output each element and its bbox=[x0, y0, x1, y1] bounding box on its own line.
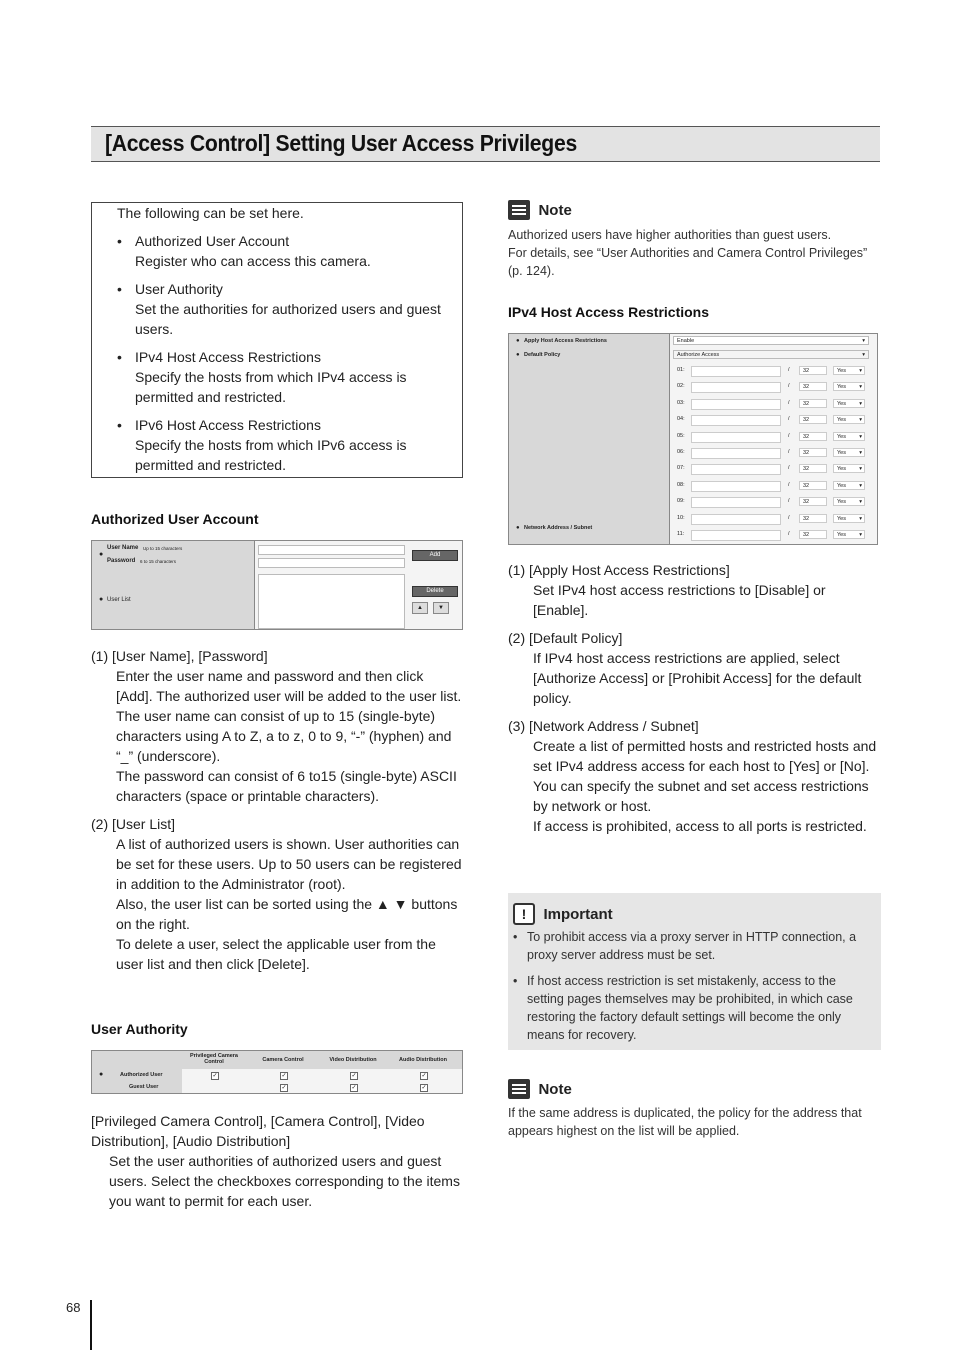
item-body bbox=[116, 666, 463, 806]
subnet-input[interactable]: 32 bbox=[799, 382, 827, 391]
note-header bbox=[508, 200, 572, 220]
checkbox[interactable]: ✓ bbox=[281, 1085, 287, 1091]
checkbox[interactable]: ✓ bbox=[351, 1085, 357, 1091]
chevron-down-icon: ▾ bbox=[859, 466, 862, 473]
subnet-input[interactable]: 32 bbox=[799, 366, 827, 375]
slash: / bbox=[788, 367, 790, 373]
policy-label: Default Policy bbox=[524, 352, 561, 358]
intro-box bbox=[91, 202, 463, 478]
item-paragraph: The password can consist of 6 to15 (single-byte) ASCII characters (space or printable characters). bbox=[116, 768, 457, 804]
ipv4-row bbox=[673, 381, 873, 393]
item-head: (3) [Network Address / Subnet] bbox=[508, 718, 699, 734]
auth-account-screenshot bbox=[91, 540, 463, 630]
policy-value: Authorize Access bbox=[677, 352, 720, 358]
user-authority-item bbox=[91, 1111, 463, 1211]
ipv4-screenshot bbox=[508, 333, 878, 545]
item-body: If IPv4 host access restrictions are applied, select [Authorize Access] or [Prohibit Access] for the default policy. bbox=[533, 650, 862, 706]
ipv4-row bbox=[673, 513, 873, 525]
subnet-input[interactable]: 32 bbox=[799, 399, 827, 408]
policy-select[interactable] bbox=[673, 350, 869, 359]
note-line: Authorized users have higher authorities than guest users. bbox=[508, 228, 832, 242]
item-body: Set IPv4 host access restrictions to [Disable] or [Enable]. bbox=[533, 582, 826, 618]
address-input[interactable] bbox=[691, 464, 781, 475]
chevron-down-icon: ▾ bbox=[859, 532, 862, 538]
important-item: • If host access restriction is set mistakenly, access to the setting pages themselves may be prohibited, in which case restoring the factory default settings will become the only means for recovery. bbox=[513, 974, 853, 1042]
access-select[interactable]: Yes ▾ bbox=[833, 514, 865, 523]
apply-select[interactable] bbox=[673, 336, 869, 345]
page-title-bar bbox=[91, 126, 880, 162]
ipv4-row bbox=[673, 496, 873, 508]
intro-item: • Authorized User Account Register who can access this camera. bbox=[117, 231, 457, 271]
col-camera-control: Camera Control bbox=[262, 1057, 304, 1063]
slash: / bbox=[788, 449, 790, 455]
item-paragraph: You can specify the subnet and set access restrictions by network or host. bbox=[533, 778, 869, 814]
row-number: 03: bbox=[677, 399, 685, 406]
chevron-down-icon: ▾ bbox=[862, 352, 865, 358]
subnet-input[interactable]: 32 bbox=[799, 497, 827, 506]
col-audio-distribution: Audio Distribution bbox=[399, 1057, 447, 1063]
section-heading-auth-account: Authorized User Account bbox=[91, 511, 259, 527]
intro-lead: The following can be set here. bbox=[117, 205, 304, 221]
address-input[interactable] bbox=[691, 399, 781, 410]
item-paragraph: A list of authorized users is shown. User authorities can be set for these users. Up to 50 users can be registered in addition to the Administrator (root). bbox=[116, 836, 462, 892]
subnet-input[interactable]: 32 bbox=[799, 530, 827, 539]
access-select[interactable]: Yes ▾ bbox=[833, 497, 865, 506]
chevron-down-icon: ▾ bbox=[859, 499, 862, 506]
address-input[interactable] bbox=[691, 382, 781, 393]
intro-item-desc: Set the authorities for authorized users and guest users. bbox=[135, 301, 441, 337]
slash: / bbox=[788, 432, 790, 439]
chevron-down-icon: ▾ bbox=[859, 450, 862, 456]
col-video-distribution: Video Distribution bbox=[329, 1057, 377, 1063]
item-paragraph: Create a list of permitted hosts and restricted hosts and set IPv4 address access for each host to [Yes] or [No]. bbox=[533, 738, 877, 774]
item-paragraph: If access is prohibited, access to all ports is restricted. bbox=[533, 818, 867, 834]
intro-item-head: Authorized User Account bbox=[135, 233, 290, 249]
important-list bbox=[513, 928, 873, 1044]
ipv4-row bbox=[673, 365, 873, 377]
access-select[interactable]: Yes ▾ bbox=[833, 415, 865, 424]
row-number: 04: bbox=[677, 416, 685, 423]
item-head: (1) [Apply Host Access Restrictions] bbox=[508, 562, 730, 578]
item-head: (2) [Default Policy] bbox=[508, 630, 623, 646]
row-number: 08: bbox=[677, 481, 685, 488]
user-name-input[interactable] bbox=[258, 545, 405, 555]
chevron-down-icon: ▾ bbox=[859, 384, 862, 391]
user-authority-screenshot bbox=[91, 1050, 463, 1094]
note-text: If the same address is duplicated, the policy for the address that appears highest on the list will be applied. bbox=[508, 1106, 862, 1138]
address-input[interactable] bbox=[691, 448, 781, 459]
user-name-label: User Name bbox=[107, 545, 139, 551]
info-icon: ● bbox=[516, 525, 520, 531]
add-button[interactable]: Add bbox=[412, 550, 458, 561]
ipv4-row bbox=[673, 398, 873, 410]
network-label: Network Address / Subnet bbox=[524, 525, 593, 531]
chevron-down-icon: ▾ bbox=[862, 338, 865, 344]
note-line: For details, see “User Authorities and Camera Control Privileges” (p. 124). bbox=[508, 246, 868, 278]
address-input[interactable] bbox=[691, 415, 781, 426]
ipv4-items bbox=[508, 560, 881, 836]
ipv4-row bbox=[673, 431, 873, 443]
address-input[interactable] bbox=[691, 481, 781, 492]
chevron-down-icon: ▾ bbox=[859, 417, 862, 424]
chevron-down-icon: ▾ bbox=[859, 433, 862, 440]
info-icon: ● bbox=[99, 1071, 104, 1078]
chevron-down-icon: ▾ bbox=[859, 515, 862, 522]
slash: / bbox=[788, 481, 790, 488]
access-select[interactable]: Yes ▾ bbox=[833, 464, 865, 473]
row-number: 10: bbox=[677, 514, 685, 521]
subnet-input[interactable]: 32 bbox=[799, 481, 827, 490]
checkbox[interactable]: ✓ bbox=[351, 1073, 357, 1079]
note-icon bbox=[508, 200, 530, 220]
row-number: 07: bbox=[677, 465, 685, 472]
intro-item-head: User Authority bbox=[135, 281, 223, 297]
note-label: Note bbox=[538, 1080, 572, 1098]
user-list-box[interactable] bbox=[258, 574, 405, 629]
page-title: [Access Control] Setting User Access Privileges bbox=[105, 130, 577, 156]
info-icon: ● bbox=[516, 338, 520, 344]
checkbox[interactable]: ✓ bbox=[421, 1073, 427, 1079]
intro-item: • IPv6 Host Access Restrictions Specify the hosts from which IPv6 access is permitted and restricted. bbox=[117, 415, 457, 475]
slash: / bbox=[788, 498, 790, 505]
intro-item-desc: Specify the hosts from which IPv4 access is permitted and restricted. bbox=[135, 369, 407, 405]
important-icon: ! bbox=[513, 903, 535, 925]
user-name-hint: Up to 15 characters bbox=[143, 546, 183, 551]
password-input[interactable] bbox=[258, 558, 405, 568]
row-number: 11: bbox=[677, 531, 685, 537]
slash: / bbox=[788, 514, 790, 521]
page-number: 68 bbox=[66, 1300, 81, 1315]
intro-item: • IPv4 Host Access Restrictions Specify the hosts from which IPv4 access is permitted and restricted. bbox=[117, 347, 457, 407]
ipv4-row bbox=[673, 463, 873, 475]
checkbox[interactable]: ✓ bbox=[421, 1085, 427, 1091]
intro-item-desc: Specify the hosts from which IPv6 access is permitted and restricted. bbox=[135, 437, 407, 473]
access-select[interactable]: Yes ▾ bbox=[833, 366, 865, 375]
delete-button[interactable]: Delete bbox=[412, 586, 458, 597]
access-select[interactable]: Yes ▾ bbox=[833, 432, 865, 441]
chevron-down-icon: ▾ bbox=[859, 482, 862, 489]
access-select[interactable]: Yes ▾ bbox=[833, 448, 865, 457]
address-input[interactable] bbox=[691, 366, 781, 377]
note-header bbox=[508, 1079, 572, 1099]
row-number: 01: bbox=[677, 367, 685, 373]
item-head: (2) [User List] bbox=[91, 816, 176, 832]
slash: / bbox=[788, 465, 790, 472]
note-text bbox=[508, 226, 881, 280]
row-number: 02: bbox=[677, 383, 685, 390]
checkbox[interactable]: ✓ bbox=[212, 1073, 218, 1079]
important-item: • To prohibit access via a proxy server in HTTP connection, a proxy server address must be set. bbox=[513, 930, 857, 962]
access-select[interactable]: Yes ▾ bbox=[833, 382, 865, 391]
important-label: Important bbox=[543, 905, 613, 923]
item-body bbox=[116, 834, 463, 974]
subnet-input[interactable]: 32 bbox=[799, 514, 827, 523]
item-head: [Privileged Camera Control], [Camera Control], [Video Distribution], [Audio Distribution] bbox=[91, 1113, 425, 1149]
sort-up-button[interactable]: ▲ bbox=[412, 602, 428, 614]
access-select[interactable]: Yes ▾ bbox=[833, 399, 865, 408]
password-hint: 6 to 15 characters bbox=[140, 559, 177, 564]
address-input[interactable] bbox=[691, 497, 781, 508]
section-heading-user-authority: User Authority bbox=[91, 1021, 188, 1037]
col-privileged-camera-control: Privileged Camera Control bbox=[190, 1053, 238, 1065]
item-body: Set the user authorities of authorized users and guest users. Select the checkboxes corresponding to the items you want to permit for each user. bbox=[109, 1153, 460, 1209]
important-header bbox=[513, 903, 613, 925]
address-input[interactable] bbox=[691, 530, 781, 541]
chevron-down-icon: ▾ bbox=[859, 400, 862, 407]
access-select[interactable]: Yes ▾ bbox=[833, 481, 865, 490]
row-guest-user: Guest User bbox=[129, 1084, 159, 1090]
auth-account-items bbox=[91, 646, 463, 974]
intro-item: • User Authority Set the authorities for authorized users and guest users. bbox=[117, 279, 457, 339]
intro-item-desc: Register who can access this camera. bbox=[135, 253, 371, 269]
info-icon: ● bbox=[99, 551, 104, 558]
sort-down-button[interactable]: ▼ bbox=[433, 602, 449, 614]
ipv4-row bbox=[673, 529, 873, 541]
row-authorized-user: Authorized User bbox=[120, 1072, 163, 1078]
page-margin-rule bbox=[90, 1300, 92, 1350]
subnet-input[interactable]: 32 bbox=[799, 432, 827, 441]
note-icon bbox=[508, 1079, 530, 1099]
address-input[interactable] bbox=[691, 514, 781, 525]
ipv4-row bbox=[673, 480, 873, 492]
password-label: Password bbox=[107, 558, 136, 564]
item-paragraph: Also, the user list can be sorted using the ▲ ▼ buttons on the right. bbox=[116, 896, 458, 932]
item-paragraph: Enter the user name and password and then click [Add]. The authorized user will be added to the user list. bbox=[116, 668, 462, 704]
subnet-input[interactable]: 32 bbox=[799, 415, 827, 424]
section-heading-ipv4: IPv4 Host Access Restrictions bbox=[508, 304, 710, 320]
subnet-input[interactable]: 32 bbox=[799, 448, 827, 457]
subnet-input[interactable]: 32 bbox=[799, 464, 827, 473]
ipv4-row bbox=[673, 447, 873, 459]
item-head: (1) [User Name], [Password] bbox=[91, 648, 268, 664]
important-box bbox=[508, 893, 881, 1050]
slash: / bbox=[788, 416, 790, 423]
slash: / bbox=[788, 383, 790, 390]
intro-item-head: IPv4 Host Access Restrictions bbox=[135, 349, 321, 365]
apply-label: Apply Host Access Restrictions bbox=[524, 338, 607, 344]
item-paragraph: The user name can consist of up to 15 (single-byte) characters using A to Z, a to z, 0 to 9, “-” (hyphen) and “_” (underscore). bbox=[116, 708, 452, 764]
access-select[interactable]: Yes ▾ bbox=[833, 530, 865, 539]
item-body bbox=[533, 736, 881, 836]
info-icon: ● bbox=[516, 352, 520, 358]
slash: / bbox=[788, 531, 790, 537]
chevron-down-icon: ▾ bbox=[859, 368, 862, 374]
address-input[interactable] bbox=[691, 432, 781, 443]
row-number: 09: bbox=[677, 498, 685, 505]
apply-value: Enable bbox=[677, 338, 695, 344]
item-paragraph: To delete a user, select the applicable user from the user list and then click [Delete]. bbox=[116, 936, 436, 972]
user-list-label: User List bbox=[107, 597, 131, 603]
row-number: 06: bbox=[677, 449, 685, 455]
slash: / bbox=[788, 399, 790, 406]
info-icon: ● bbox=[99, 596, 104, 603]
ipv4-row bbox=[673, 414, 873, 426]
intro-item-head: IPv6 Host Access Restrictions bbox=[135, 417, 321, 433]
checkbox[interactable]: ✓ bbox=[281, 1073, 287, 1079]
note-label: Note bbox=[538, 201, 572, 219]
row-number: 05: bbox=[677, 432, 685, 439]
